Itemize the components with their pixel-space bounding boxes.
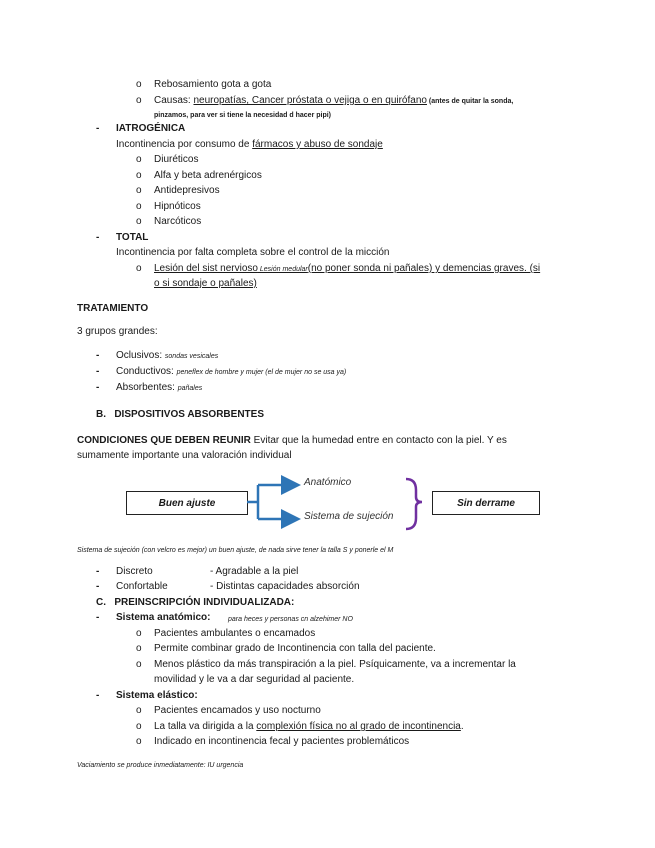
bullet-marker: o [136,201,142,212]
list-item: Indicado en incontinencia fecal y pacientes problemáticos [154,736,410,747]
dispositivos-heading: B. DISPOSITIVOS ABSORBENTES [96,409,264,420]
list-item-cont: movilidad y le va a dar seguridad al paciente. [154,674,355,685]
nota-sujecion: Sistema de sujeción (con velcro es mejor) un buen ajuste, de nada sirve tener la talla S y ponerle el M [77,547,394,554]
list-item: Antidepresivos [154,185,220,196]
bullet-marker: o [136,263,142,274]
bullet-marker: o [136,643,142,654]
total-item-cont: o si sondaje o pañales) [154,278,257,289]
list-item: Narcóticos [154,216,202,227]
total-small: Lesión medular [257,266,308,273]
item-note: sondas vesicales [164,353,219,360]
dash-marker: - [96,612,100,623]
desc-link: fármacos y abuso de sondaje [252,139,383,150]
caracteristica-left: Confortable [116,581,168,592]
caracteristica-left: Discreto [116,566,153,577]
elastico-heading: Sistema elástico: [116,690,198,701]
iatrogenica-heading: IATROGÉNICA [116,123,186,134]
tratamiento-intro: 3 grupos grandes: [77,326,158,337]
list-item: Menos plástico da más transpiración a la piel. Psíquicamente, va a incrementar la [154,659,516,670]
item-text: . [460,721,464,732]
item-note: peneflex de hombre y mujer (el de mujer no se usa ya) [176,369,347,376]
dash-marker: - [96,366,100,377]
item-link: complexión física no al grado de incontinencia [256,721,461,732]
item-label: Oclusivos: [116,350,165,361]
bullet-marker: o [136,95,142,106]
sujecion-branch-label: Sistema de sujeción [304,511,394,522]
anatomico-note: para heces y personas cn alzehimer NO [228,616,353,623]
caracteristica-right: - Distintas capacidades absorción [210,581,360,592]
dash-marker: - [96,232,100,243]
item-label: Absorbentes: [116,382,178,393]
sin-derrame-label: Sin derrame [457,497,515,509]
causas-note-cont: pinzamos, para ver si tiene la necesidad d hacer pipi) [154,112,332,119]
dash-marker: - [96,581,100,592]
dash-marker: - [96,690,100,701]
causas-link: neuropatías, Cancer próstata o vejiga o en quirófano [193,95,427,106]
bullet-marker: o [136,736,142,747]
caracteristica-right: - Agradable a la piel [210,566,299,577]
sin-derrame-box [432,491,540,515]
bullet-marker: o [136,659,142,670]
footer-note: Vaciamiento se produce inmediatamente: IU urgencia [77,762,244,769]
desc-text: Incontinencia por consumo de [116,139,253,150]
total-link-cont: (no poner sonda ni pañales) y demencias graves. (si [307,263,541,274]
list-item: Diuréticos [154,154,199,165]
bullet-marker: o [136,154,142,165]
bullet-marker: o [136,216,142,227]
buen-ajuste-label: Buen ajuste [158,497,216,509]
bullet-marker: o [136,185,142,196]
total-link: Lesión del sist nervioso [154,263,258,274]
list-item: Permite combinar grado de Incontinencia con talla del paciente. [154,643,436,654]
list-item [154,720,464,733]
tratamiento-heading: TRATAMIENTO [77,303,149,314]
anatomico-branch-label: Anatómico [304,477,352,488]
list-item: Pacientes ambulantes o encamados [154,628,316,639]
bullet-marker: o [136,721,142,732]
item-note: pañales [177,385,203,392]
condiciones-heading: CONDICIONES QUE DEBEN REUNIR [77,435,251,446]
condiciones-line2: sumamente importante una valoración individual [77,450,292,461]
bullet-marker: o [136,170,142,181]
condiciones-text: Evitar que la humedad entre en contacto con la piel. Y es [250,435,507,446]
list-item: Hipnóticos [154,201,201,212]
causas-label: Causas: [154,95,194,106]
bullet-marker: o [136,705,142,716]
rebosamiento-item: Rebosamiento gota a gota [154,79,272,90]
list-item: Pacientes encamados y uso nocturno [154,705,321,716]
dash-marker: - [96,382,100,393]
item-label: Conductivos: [116,366,177,377]
dash-marker: - [96,566,100,577]
list-item: Alfa y beta adrenérgicos [154,170,262,181]
item-text: La talla va dirigida a la [154,721,257,732]
prescripcion-heading: C. PREINSCRIPCIÓN INDIVIDUALIZADA: [96,597,295,608]
total-desc: Incontinencia por falta completa sobre el control de la micción [116,247,390,258]
bullet-marker: o [136,628,142,639]
curly-brace [406,479,422,529]
anatomico-heading: Sistema anatómico: [116,612,211,623]
bullet-marker: o [136,79,142,90]
dash-marker: - [96,123,100,134]
total-heading: TOTAL [116,232,149,243]
dash-marker: - [96,350,100,361]
causas-note: (antes de quitar la sonda, [426,98,514,105]
